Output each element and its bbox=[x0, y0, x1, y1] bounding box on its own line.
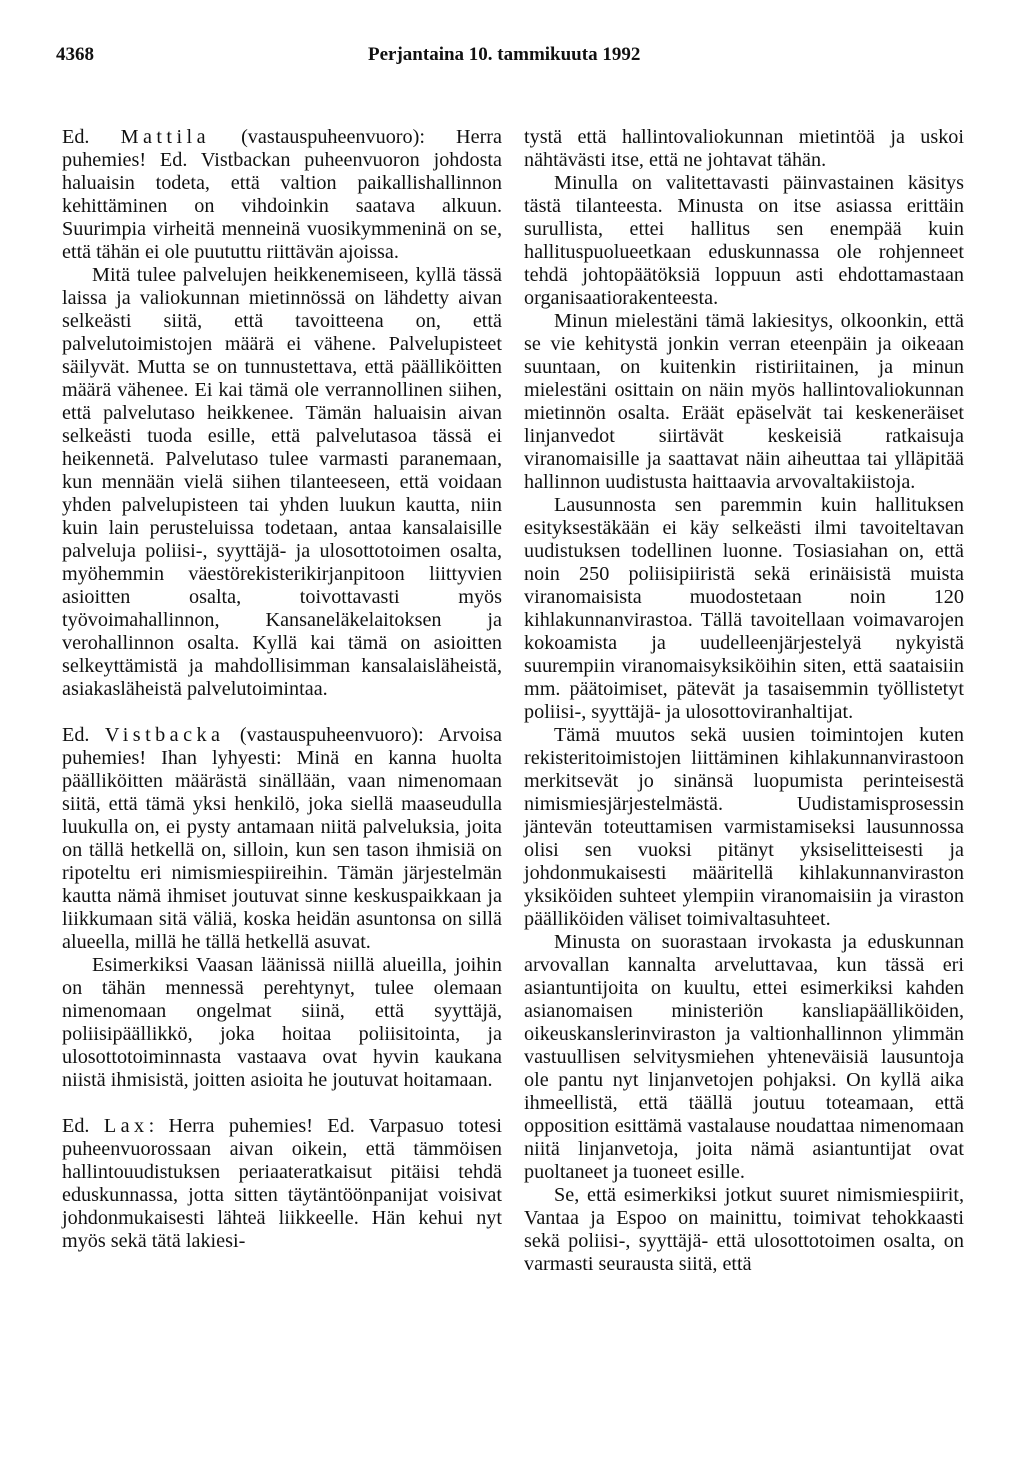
page-header bbox=[56, 44, 968, 74]
speaker-prefix: Ed. bbox=[62, 724, 105, 746]
paragraph: Lausunnosta sen paremmin kuin hallituksen esityksestäkään ei käy selkeästi ilmi tavoiteltavan uudistuksen todellinen luonne. Tosiasiahan on, että noin 250 poliisipiiristä sekä erinäisistä muista viranomaisista muodostetaan noin 120 kihlakunnanvirastoa. Tällä tavoitellaan voimavarojen kokoamista ja uudelleenjärjestelyä nykyistä suurempiin viranomaisyksiköihin siten, että saataisiin mm. päätoimiset, pätevät ja tasaisemmin työllistetyt poliisi-, syyttäjä- ja ulosottoviranhaltijat. bbox=[524, 494, 964, 723]
speaker-prefix: Ed. bbox=[62, 126, 121, 148]
left-column bbox=[62, 126, 502, 1253]
paragraph: Minusta on suorastaan irvokasta ja eduskunnan arvovallan kannalta arveluttavaa, kun tässä eri asiantuntijoita on kuultu, ettei esimerkiksi kahden asianomaisen ministeriön kansliapäälliköiden, oikeuskanslerinviraston ja valtionhallinnon ylimmän vastuullisen selvitysmiehen yhteneväisiä lausuntoja ole pantu nyt linjanvetojen pohjaksi. On kyllä aika ihmeellistä, että täällä joutuu toteamaan, että opposition esittämä vastalause noudattaa nimenomaan niitä linjanvetoja, joita nämä asiantuntijat ovat puoltaneet ja tuoneet esille. bbox=[524, 931, 964, 1183]
paragraph-continued: tystä että hallintovaliokunnan mietintöä ja uskoi nähtävästi itse, että ne johtavat tähän. bbox=[524, 126, 964, 171]
paragraph: Se, että esimerkiksi jotkut suuret nimismiespiirit, Vantaa ja Espoo on mainittu, toimivat tehokkaasti sekä poliisi-, syyttäjä- että ulosottotoimen osalta, on varmasti seurausta siitä, että bbox=[524, 1184, 964, 1275]
paragraph: Tämä muutos sekä uusien toimintojen kuten rekisteritoimistojen liittäminen kihlakunnanvirastoon merkitsevät jo sinänsä luopumista perinteisestä nimismiesjärjestelmästä. Uudistamisprosessin jäntevän toteuttamisen varmistamiseksi lausunnossa olisi sen vuoksi pitänyt yksiselitteisesti ja johdonmukaisesti määritellä kihlakunnanviraston yksiköiden suhteet ylempiin viranomaisiin ja viraston päälliköiden väliset toimivaltasuhteet. bbox=[524, 724, 964, 930]
paragraph-vistbacka bbox=[62, 724, 502, 954]
paragraph: Minun mielestäni tämä lakiesitys, olkoonkin, että se vie kehitystä jonkin verran eteenpäin ja oikeaan suuntaan, on kuitenkin ristiriitainen, ja minun mielestäni osittain on näin myös hallintovaliokunnan mietinnön osalta. Eräät epäselvät tai keskeneräiset linjanvedot siirtävät keskeisiä ratkaisuja viranomaisille ja saattavat näin aiheuttaa tai ylläpitää hallinnon uudistusta haittaavia arvovaltakiistoja. bbox=[524, 310, 964, 493]
running-head: Perjantaina 10. tammikuuta 1992 bbox=[368, 44, 641, 65]
paragraph: Mitä tulee palvelujen heikkenemiseen, kyllä tässä laissa ja valiokunnan mietinnössä on lähdetty aivan selkeästi siitä, että tavoitteena on, että palvelutoimistojen määrä ei vähene. Palvelupisteet säilyvät. Mutta se on tunnustettava, että päälliköitten määrä vähenee. Ei kai tämä ole verrannollinen siihen, että palvelutaso heikkenee. Tämän haluaisin aivan selkeästi tuoda esille, että palvelutasoa tässä ei heikennetä. Palvelutaso tulee varmasti paranemaan, kun mennään vielä siihen tilanteeseen, että voidaan yhden palvelupisteen tai yhden luukun kautta, niin kuin lain perusteluissa todetaan, antaa kansalaisille palveluja poliisi-, syyttäjä- ja ulosottotoimen osalta, myöhemmin väestörekisterikirjanpitoon liittyvien asioitten osalta, toivottavasti myös työvoimahallinnon, Kansaneläkelaitoksen ja verohallinnon osalta. Kyllä kai tämä on asioitten selkeyttämistä ja mahdollisimman kansalaisläheistä, asiakasläheistä palvelutoimintaa. bbox=[62, 264, 502, 700]
speaker-name: Vistbacka bbox=[104, 724, 225, 746]
speaker-prefix: Ed. bbox=[62, 1115, 104, 1137]
page-number: 4368 bbox=[56, 44, 94, 65]
paragraph: Esimerkiksi Vaasan läänissä niillä alueilla, joihin on tähän mennessä perehtynyt, tulee olemaan nimenomaan ongelmat siinä, että syyttäjä, poliisipäällikkö, joka hoitaa poliisitointa, ja ulosottotoiminnasta vastaava ovat hyvin kaukana niistä ihmisistä, joitten asioita he joutuvat hoitamaan. bbox=[62, 954, 502, 1091]
paragraph-lax bbox=[62, 1115, 502, 1253]
speech-text: : Herra puhemies! Ed. Varpasuo totesi puheenvuorossaan aivan oikein, että tämmöisen hallintouudistuksen periaateratkaisut pitäisi tehdä eduskunnassa, jotta sitten täytäntöönpanijat voisivat johdonmukaisesti lähteä liikkeelle. Hän kehui nyt myös sekä tätä lakiesi- bbox=[62, 1115, 502, 1252]
speech-text: (vastauspuheenvuoro): Herra puhemies! Ed. Vistbackan puheenvuoron johdosta haluaisin todeta, että valtion paikallishallinnon kehittäminen on vihdoinkin saatava alkuun. Suurimpia virheitä menneinä vuosikymmeninä on se, että tähän ei ole puututtu riittävän ajoissa. bbox=[62, 126, 502, 263]
speech-text: (vastauspuheenvuoro): Arvoisa puhemies! Ihan lyhyesti: Minä en kanna huolta päälliköitten määrästä sinällään, vaan nimenomaan siitä, että tämä yksi henkilö, joka siellä maaseudulla luukulla on, ei pysty antamaan niitä palveluksia, joita on tällä hetkellä on, silloin, kun sen tason ihmisiä on ripoteltu eri nimismiespiireihin. Tämän järjestelmän kautta nämä ihmiset joutuvat sinne keskuspaikkaan ja liikkumaan sitä väliä, koska heidän asuntonsa on sillä alueella, millä he tällä hetkellä asuvat. bbox=[62, 724, 502, 953]
speaker-name: Lax bbox=[103, 1115, 149, 1137]
speaker-name: Mattila bbox=[120, 126, 210, 148]
right-column bbox=[524, 126, 964, 1276]
paragraph: Minulla on valitettavasti päinvastainen käsitys tästä tilanteesta. Minusta on itse asiassa erittäin surullista, ettei hallitus sen enempää kuin hallituspuolueetkaan eduskunnassa ole rohjenneet tehdä johtopäätöksiä loppuun asti ehdottamastaan organisaatiorakenteesta. bbox=[524, 172, 964, 309]
paragraph-mattila bbox=[62, 126, 502, 264]
